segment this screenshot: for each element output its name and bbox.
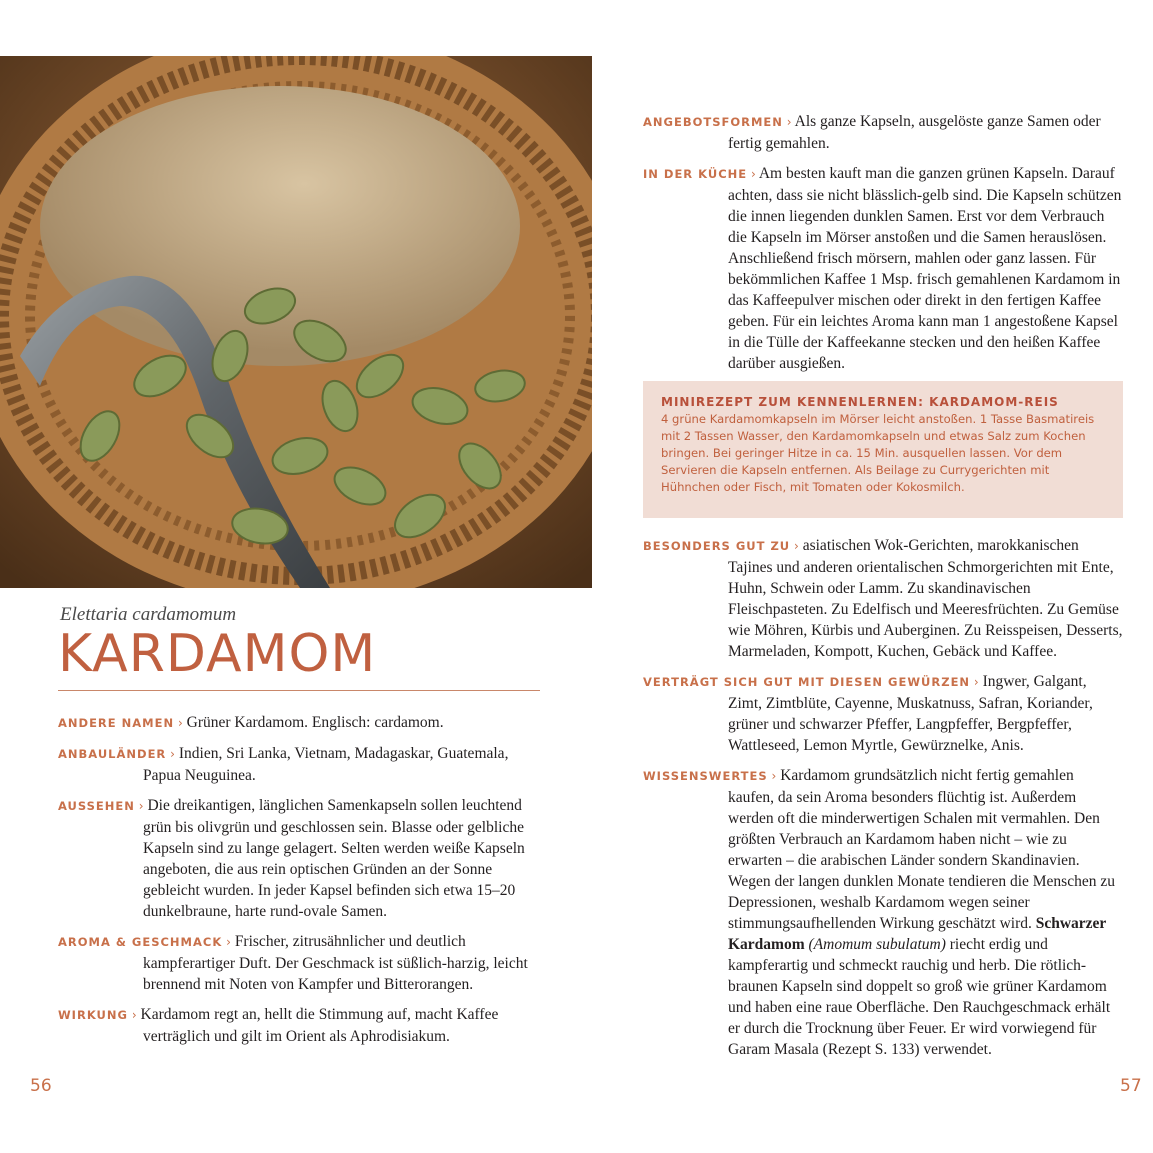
right-column-top bbox=[643, 111, 1123, 383]
left-column bbox=[58, 712, 533, 1056]
entry-andere-namen bbox=[58, 712, 533, 734]
entry-wissenswertes bbox=[643, 765, 1123, 1060]
entry-text: Grüner Kardamom. Englisch: cardamom. bbox=[186, 714, 444, 731]
entry-label: AROMA & GESCHMACK bbox=[58, 935, 223, 949]
entry-label: ANDERE NAMEN bbox=[58, 716, 175, 730]
separator-icon: › bbox=[973, 675, 979, 689]
entry-text: Als ganze Kapseln, ausgelöste ganze Samen oder fertig gemahlen. bbox=[728, 113, 1101, 152]
entry-label: WIRKUNG bbox=[58, 1008, 128, 1022]
entry-text: Indien, Sri Lanka, Vietnam, Madagaskar, Guatemala, Papua Neuguinea. bbox=[143, 745, 509, 784]
separator-icon: › bbox=[751, 167, 756, 181]
latin-name: Elettaria cardamomum bbox=[60, 604, 237, 625]
entry-bold-term: Schwarzer Kardamom bbox=[728, 915, 1107, 953]
separator-icon: › bbox=[786, 115, 792, 129]
entry-text: riecht erdig und kampferartig und schmeckt rauchig und herb. Die rötlich-braunen Kapseln sind doppelt so groß wie grüner Kardamom und haben eine raue Oberfläche. Den Rauchgeschmack erhält er durch die Trocknung über Feuer. Er wird vorwiegend für Garam Masala (Rezept S. 133) verwendet. bbox=[728, 936, 1111, 1058]
entry-anbaulaender bbox=[58, 743, 533, 786]
entry-label: VERTRÄGT SICH GUT MIT DIESEN GEWÜRZEN bbox=[643, 675, 971, 689]
entry-text: Kardamom regt an, hellt die Stimmung auf, macht Kaffee verträglich und gilt im Orient als Aphrodisiakum. bbox=[140, 1006, 499, 1045]
entry-label: BESONDERS GUT ZU bbox=[643, 539, 791, 553]
title-rule bbox=[58, 690, 540, 691]
separator-icon: › bbox=[138, 799, 144, 813]
separator-icon: › bbox=[177, 716, 183, 730]
recipe-box bbox=[643, 381, 1123, 518]
entry-label: WISSENSWERTES bbox=[643, 769, 768, 783]
separator-icon: › bbox=[131, 1008, 137, 1022]
page-number-left: 56 bbox=[30, 1076, 52, 1096]
recipe-title: MINIREZEPT ZUM KENNENLERNEN: KARDAMOM-REIS bbox=[661, 395, 1059, 409]
entry-in-der-kueche bbox=[643, 163, 1123, 374]
right-column-bottom bbox=[643, 535, 1123, 1069]
entry-angebotsformen bbox=[643, 111, 1123, 154]
separator-icon: › bbox=[794, 539, 799, 553]
page-number-right: 57 bbox=[1120, 1076, 1142, 1096]
entry-text: asiatischen Wok-Gerichten, marokkanischen Tajines und anderen orientalischen Schmorgerichten mit Ente, Huhn, Schwein oder Lamm. Zu skandinavischen Fleischpasteten. Zu Edelfisch und Meeresfrüchten. Zu Gemüse wie Möhren, Kürbis und Auberginen. Zu Reisspeisen, Desserts, Marmeladen, Kompott, Kuchen, Gebäck und Kaffee. bbox=[728, 537, 1123, 660]
entry-text: Kardamom grundsätzlich nicht fertig gemahlen kaufen, da sein Aroma besonders flüchtig ist. Außerdem werden oft die minderwertigen Schalen mit vermahlen. Den größten Verbrauch an Kardamom haben nicht – wie zu erwarten – die arabischen Länder sondern Skandinavien. Wegen der langen dunklen Monate tendieren die Menschen zu Depressionen, weshalb Kardamom wegen seiner stimmungsaufhellenden Wirkung geschätzt wird. bbox=[728, 767, 1115, 932]
entry-besonders-gut-zu bbox=[643, 535, 1123, 662]
separator-icon: › bbox=[226, 935, 231, 949]
recipe-text: 4 grüne Kardamomkapseln im Mörser leicht anstoßen. 1 Tasse Basmatireis mit 2 Tassen Wasser, den Kardamomkapseln und etwas Salz zum Kochen bringen. Bei geringer Hitze in ca. 15 Min. ausquellen lassen. Vor dem Servieren die Kapseln entfernen. Als Beilage zu Currygerichten mit Hühnchen oder Fisch, mit Tomaten oder Kokosmilch. bbox=[661, 412, 1095, 494]
entry-text: Ingwer, Galgant, Zimt, Zimtblüte, Cayenne, Muskatnuss, Safran, Koriander, grüner und schwarzer Pfeffer, Langpfeffer, Bergpfeffer, Wattleseed, Lemon Myrtle, Gewürznelke, Anis. bbox=[728, 673, 1093, 754]
entry-text: Die dreikantigen, länglichen Samenkapseln sollen leuchtend grün bis olivgrün und geschlossen sein. Blasse oder gelbliche Kapseln sind zu lange gelagert. Selten werden weiße Kapseln angeboten, die aus rein optischen Gründen an der Sonne gebleicht wurden. In jeder Kapsel befinden sich etwa 15–20 dunkelbraune, harte rund-ovale Samen. bbox=[143, 797, 525, 920]
entry-label: IN DER KÜCHE bbox=[643, 167, 748, 181]
entry-wirkung bbox=[58, 1004, 533, 1047]
cardamom-photo bbox=[0, 56, 592, 588]
entry-aroma bbox=[58, 931, 533, 995]
entry-text: Frischer, zitrusähnlicher und deutlich kampferartiger Duft. Der Geschmack ist süßlich-harzig, leicht brennend mit Noten von Kampfer und Bitterorangen. bbox=[143, 933, 528, 993]
separator-icon: › bbox=[771, 769, 777, 783]
separator-icon: › bbox=[170, 747, 175, 761]
entry-vertraegt-sich bbox=[643, 671, 1123, 756]
entry-label: AUSSEHEN bbox=[58, 799, 135, 813]
entry-label: ANBAULÄNDER bbox=[58, 747, 167, 761]
entry-latin-term: (Amomum subulatum) bbox=[808, 936, 946, 953]
page-title: KARDAMOM bbox=[58, 624, 377, 684]
entry-aussehen bbox=[58, 795, 533, 922]
entry-label: ANGEBOTSFORMEN bbox=[643, 115, 783, 129]
entry-text: Am besten kauft man die ganzen grünen Kapseln. Darauf achten, dass sie nicht blässlich-gelb sind. Die Kapseln schützen die innen liegenden dunklen Samen. Erst vor dem Verbrauch die Kapseln im Mörser anstoßen und die Samen herauslösen. Anschließend frisch mörsern, mahlen oder ganz lassen. Für bekömmlichen Kaffee 1 Msp. frisch gemahlenen Kardamom in das Kaffeepulver mischen oder direkt in den fertigen Kaffee geben. Für ein leichtes Aroma kann man 1 angestoßene Kapsel in die Tülle der Kaffeekanne stecken und den heißen Kaffee darüber ausgießen. bbox=[728, 165, 1122, 372]
